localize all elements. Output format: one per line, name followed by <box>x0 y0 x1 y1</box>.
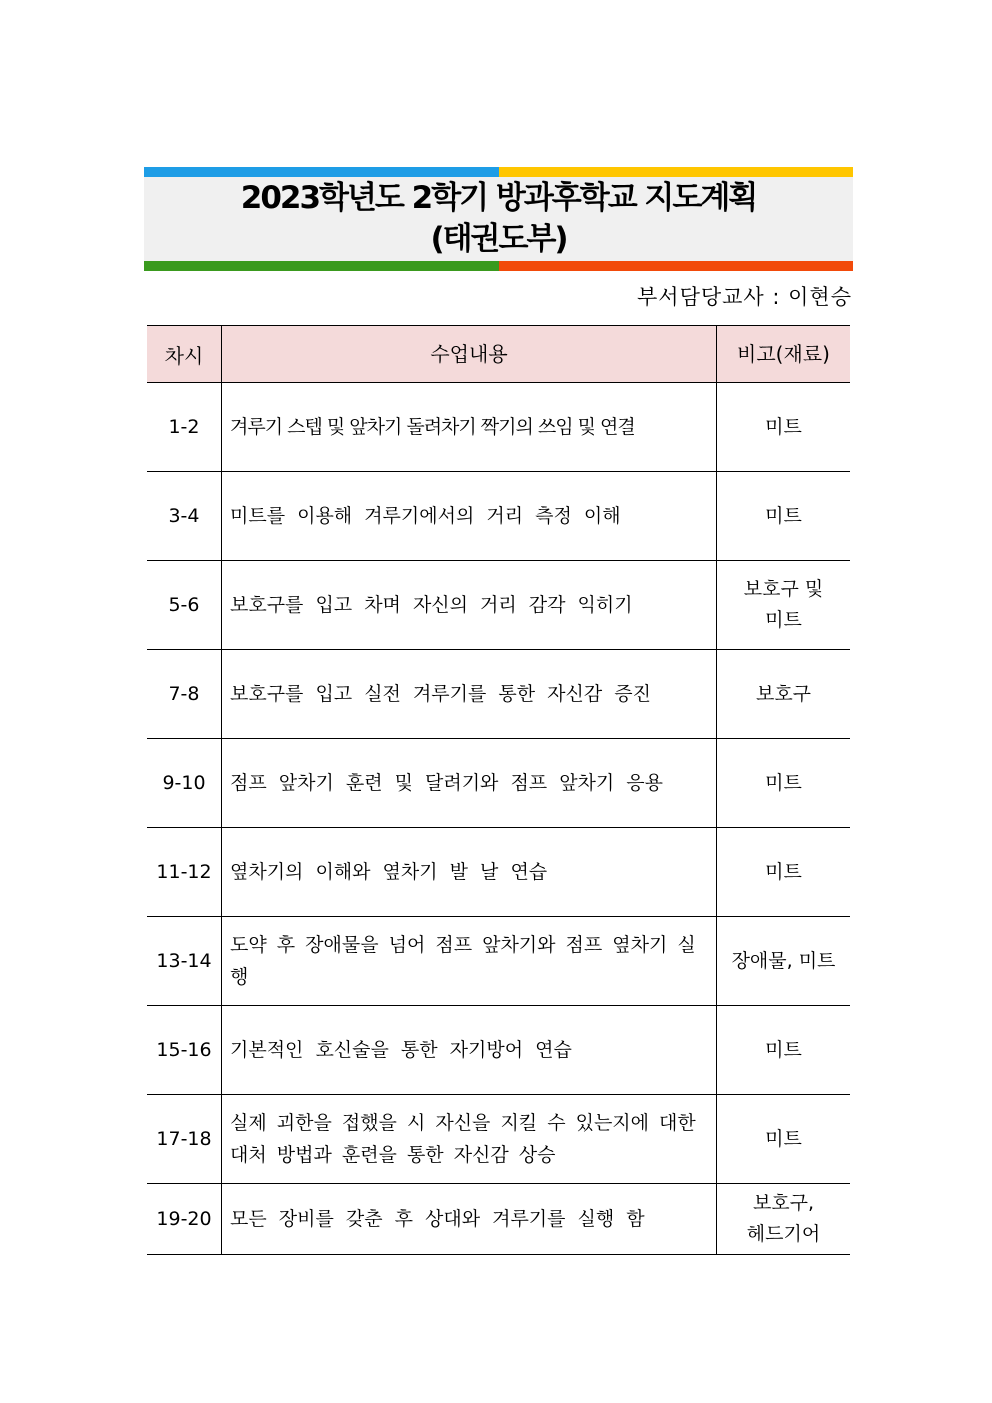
note-cell: 미트 <box>717 739 851 828</box>
table-row <box>147 828 850 917</box>
table-row <box>147 917 850 1006</box>
lesson-plan-table <box>147 325 850 1255</box>
note-cell: 보호구 및 미트 <box>717 561 851 650</box>
session-cell: 11-12 <box>147 828 222 917</box>
session-cell: 19-20 <box>147 1184 222 1255</box>
content-cell: 겨루기 스텝 및 앞차기 돌려차기 짝기의 쓰임 및 연결 <box>222 383 717 472</box>
content-cell: 보호구를 입고 실전 겨루기를 통한 자신감 증진 <box>222 650 717 739</box>
session-cell: 7-8 <box>147 650 222 739</box>
title-line-1: 2023학년도 2학기 방과후학교 지도계획 <box>240 180 757 216</box>
note-cell: 미트 <box>717 828 851 917</box>
bottom-bar-red-segment <box>499 261 854 271</box>
note-cell: 보호구 <box>717 650 851 739</box>
content-cell: 도약 후 장애물을 넘어 점프 앞차기와 점프 옆차기 실행 <box>222 917 717 1006</box>
title-banner <box>144 167 853 271</box>
top-bar-blue-segment <box>144 167 499 177</box>
note-cell: 보호구, 헤드기어 <box>717 1184 851 1255</box>
content-cell: 모든 장비를 갖춘 후 상대와 겨루기를 실행 함 <box>222 1184 717 1255</box>
session-cell: 9-10 <box>147 739 222 828</box>
table-row <box>147 561 850 650</box>
table-header-row <box>147 326 850 383</box>
session-cell: 15-16 <box>147 1006 222 1095</box>
table-row <box>147 472 850 561</box>
top-bar-yellow-segment <box>499 167 854 177</box>
table-row <box>147 739 850 828</box>
bottom-bar-green-segment <box>144 261 499 271</box>
session-cell: 3-4 <box>147 472 222 561</box>
content-cell: 옆차기의 이해와 옆차기 발 날 연습 <box>222 828 717 917</box>
content-cell: 미트를 이용해 겨루기에서의 거리 측정 이해 <box>222 472 717 561</box>
note-cell: 미트 <box>717 1006 851 1095</box>
note-cell: 미트 <box>717 472 851 561</box>
table-row <box>147 1006 850 1095</box>
title-bottom-color-bar <box>144 261 853 271</box>
header-note: 비고(재료) <box>717 326 851 383</box>
content-cell: 기본적인 호신술을 통한 자기방어 연습 <box>222 1006 717 1095</box>
table-row <box>147 383 850 472</box>
note-cell: 미트 <box>717 383 851 472</box>
title-line-2: (태권도부) <box>430 221 567 257</box>
content-cell: 점프 앞차기 훈련 및 달려기와 점프 앞차기 응용 <box>222 739 717 828</box>
note-cell: 장애물, 미트 <box>717 917 851 1006</box>
header-content: 수업내용 <box>222 326 717 383</box>
session-cell: 13-14 <box>147 917 222 1006</box>
note-cell: 미트 <box>717 1095 851 1184</box>
table-row <box>147 650 850 739</box>
title-top-color-bar <box>144 167 853 177</box>
table-row <box>147 1184 850 1255</box>
session-cell: 5-6 <box>147 561 222 650</box>
teacher-name: 부서담당교사 : 이현승 <box>637 285 852 309</box>
content-cell: 실제 괴한을 접했을 시 자신을 지킬 수 있는지에 대한 대처 방법과 훈련을 통한 자신감 상승 <box>222 1095 717 1184</box>
header-session: 차시 <box>147 326 222 383</box>
page-title <box>144 177 853 261</box>
session-cell: 1-2 <box>147 383 222 472</box>
content-cell: 보호구를 입고 차며 자신의 거리 감각 익히기 <box>222 561 717 650</box>
table-row <box>147 1095 850 1184</box>
session-cell: 17-18 <box>147 1095 222 1184</box>
